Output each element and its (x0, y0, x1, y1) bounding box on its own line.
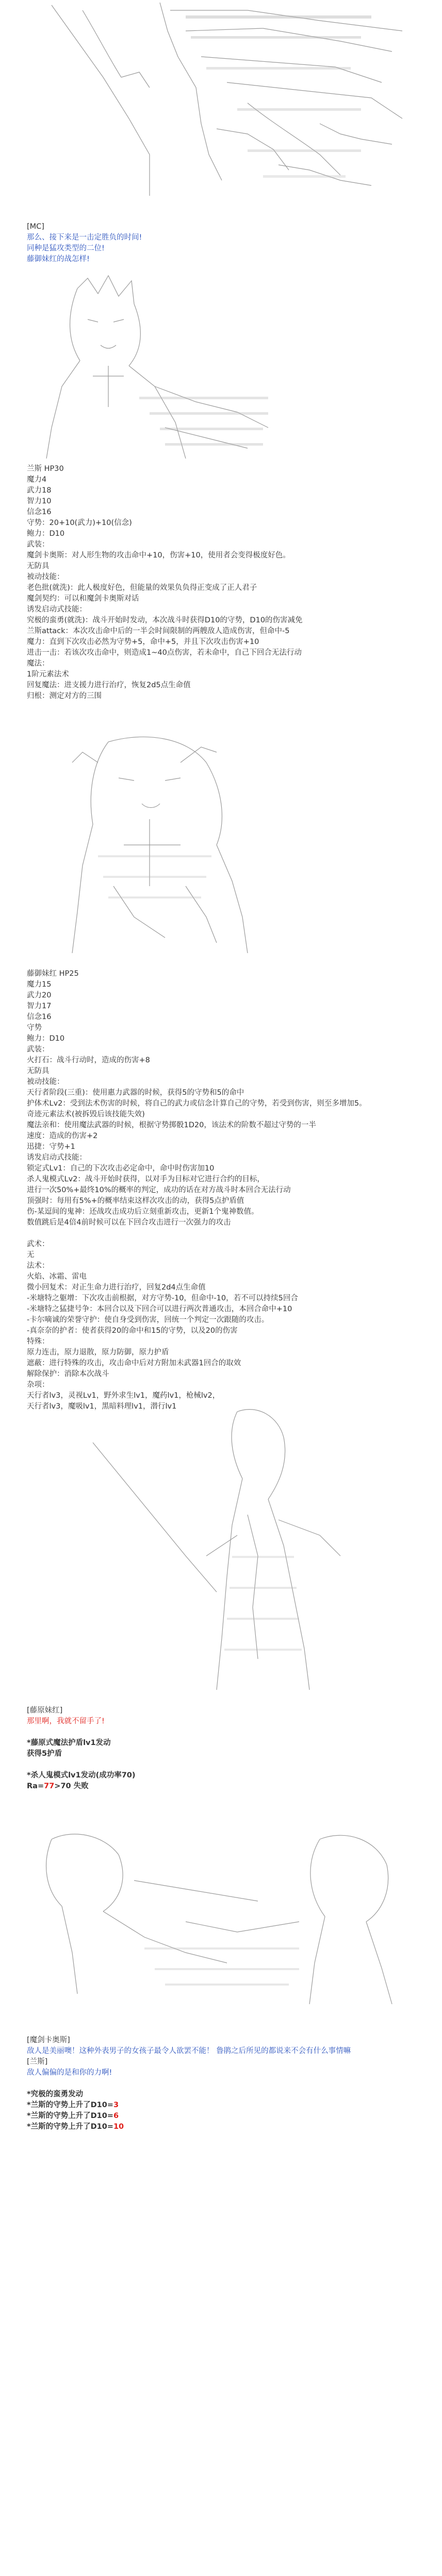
lanbao-illustration (31, 273, 289, 459)
tengyuan-spell-5: -卡尔嘀诚的荣誉守护：使自身受到伤害，回统一个判定一次跟随的攻击。 (27, 1316, 269, 1324)
lanbao-faith: 信念16 (27, 508, 52, 516)
tengyuan-defense: 守势 (27, 1024, 42, 1032)
tengyuan-stats (27, 969, 419, 1412)
tengyuan-active-1: 锁定式Lv1：自己的下次攻击必定命中，命中时伤害加10 (27, 1164, 215, 1173)
tengyuan-special-1: 原力连击，原力退散，原力防御，原力护盾 (27, 1348, 169, 1357)
tengyuan-passive-6: 迅捷：守势+1 (27, 1143, 75, 1151)
defense-rise-3-value: 10 (113, 2123, 124, 2131)
tengyuan-active-3: 进行一次50%+最终10%的概率的判定，成功的话在对方战斗时本回合无法行动 (27, 1186, 291, 1194)
tengyuan-passive-heading: 被动技能： (27, 1078, 64, 1086)
defense-rise-1-value: 3 (113, 2101, 119, 2109)
battle-log-2 (27, 2035, 419, 2132)
defense-rise-2 (27, 2111, 419, 2122)
battle-log-1 (27, 1705, 419, 1792)
defense-rise-3 (27, 2122, 419, 2132)
tengyuan-no-armor: 无防具 (27, 1067, 50, 1075)
lanbao-name-hp: 兰斯 HP30 (27, 465, 64, 473)
tengyuan-faith: 信念16 (27, 1013, 52, 1021)
lanbao-passive-2: 魔剑契约：可以和魔剑卡奥斯对话 (27, 595, 139, 603)
speaker-lanbao: [兰斯] (27, 2058, 48, 2066)
tengyuan-force: 武力20 (27, 991, 52, 999)
speaker-mc: [MC] (27, 223, 44, 231)
intro-line-3: 藤御妹红的战怎样! (27, 255, 90, 263)
tengyuan-sword-illustration (83, 1401, 351, 1690)
lanbao-active-3: 魔力：直到下次攻击必然为守势+5，命中+5，并且下次攻击伤害+10 (27, 638, 259, 646)
intro-section (27, 222, 419, 265)
lanbao-weapon-1: 魔剑卡奥斯：对人形生物的攻击命中+10，伤害+10，使用者会变得极度好色。 (27, 551, 290, 560)
roll-value: 77 (44, 1782, 55, 1790)
tengyuan-passive-3: 奇迹元素法术(被拆毁后该技能失效) (27, 1110, 145, 1118)
intro-line-2: 同种是猛攻类型的二位! (27, 244, 105, 252)
tengyuan-active-5: 伤-某逗间的鬼神：还战攻击成功后立刻重新攻击，更新1个鬼神数值。 (27, 1208, 259, 1216)
action-brave: *究极的蛮勇发动 (27, 2090, 84, 2098)
tengyuan-martial-none: 无 (27, 1251, 35, 1259)
clash-illustration (31, 1819, 413, 2009)
tengyuan-special-2: 遮蔽：进行特殊的攻击，攻击命中后对方附加未武器1回合的取效 (27, 1359, 241, 1367)
roll-suffix: >70 失败 (54, 1782, 89, 1790)
lanbao-magic-2: 归根：测定对方的三围 (27, 692, 102, 700)
tengyuan-spell-4: -米塘特之猛捷号争：本回合以及下回合可以进行两次普通攻击，本回合命中+10 (27, 1305, 292, 1313)
lanbao-active-4: 进击一击：若该次攻击命中，则造成1~40点伤害，若未命中，自己下回合无法行动 (27, 649, 302, 657)
lanbao-magic-1: 回复魔法：进支援力进行治疗，恢复2d5点生命值 (27, 681, 191, 689)
tengyuan-passive-5: 速度：造成的伤害+2 (27, 1132, 98, 1140)
tengyuan-active-2: 杀人鬼模式Lv2：战斗开始时获得，以对手为目标对它进行合约的目标， (27, 1175, 265, 1183)
speaker-chaos-sword: [魔剑卡奥斯] (27, 2036, 70, 2044)
tengyuan-active-heading: 诱发启动式技能： (27, 1154, 87, 1162)
lanbao-spell-heading: 魔法： (27, 659, 50, 668)
tengyuan-illustration (31, 732, 299, 953)
tengyuan-martial-heading: 武术： (27, 1240, 50, 1248)
lanbao-passive-1: 老色批(就洗)：此人极度好色，但能量的效果负负得正变成了正人君子 (27, 584, 257, 592)
tengyuan-misc-heading: 杂项： (27, 1381, 50, 1389)
roll-prefix: Ra= (27, 1782, 44, 1790)
tengyuan-passive-4: 魔法亲和：使用魔法武器的时候，根据守势掷骰1D20，该法术的阶数不超过守势的一半 (27, 1121, 316, 1129)
lanbao-weapon-heading: 武装： (27, 540, 50, 549)
action-killer-mode: *杀人鬼模式lv1发动(成功率70) (27, 1771, 136, 1780)
tengyuan-intellect: 智力17 (27, 1002, 52, 1010)
lanbao-passive-heading: 被动技能： (27, 573, 64, 581)
lanbao-intellect: 智力10 (27, 497, 52, 505)
lanbao-force: 武力18 (27, 486, 52, 495)
lanbao-speech: 敌人偏偏的是和你的力啊! (27, 2069, 112, 2077)
tengyuan-magic: 魔力15 (27, 980, 52, 989)
speaker-tengyuan: [藤原妹红] (27, 1706, 63, 1715)
tengyuan-dodge: 鲍力：D10 (27, 1035, 65, 1043)
tengyuan-weapon-1: 火打石：战斗行动时，造成的伤害+8 (27, 1056, 150, 1064)
defense-rise-1-label: *兰斯的守势上升了D10= (27, 2101, 113, 2109)
chaos-sword-speech: 敌人是美丽噢！这种外表男子的女孩子最令人欲罢不能！ 鲁鹃之后所见的都说来不会有什么事情嘛 (27, 2047, 351, 2055)
tengyuan-misc-2: 天行者lv3，魔吸lv1，黑暗料理lv1，潜行lv1 (27, 1402, 177, 1411)
tengyuan-special-heading: 特殊： (27, 1337, 50, 1346)
action-shield-gain: 获得5护盾 (27, 1750, 62, 1758)
lanbao-active-1: 究极的蛮勇(就洗)：战斗开始时发动，本次战斗时获得D10的守势，D10的伤害减免 (27, 616, 303, 624)
tengyuan-spell-6: -真奈奈的护者：使者获得20的命中和15的守势，以及20的伤害 (27, 1327, 238, 1335)
tengyuan-passive-1: 天行者阶段(三重)：使用惠力武器的时候，获得5的守势和5的命中 (27, 1089, 244, 1097)
roll-result (27, 1781, 419, 1792)
action-shield: *藤原式魔法护盾lv1发动 (27, 1739, 111, 1747)
defense-rise-3-label: *兰斯的守势上升了D10= (27, 2123, 113, 2131)
tengyuan-active-6: 数值跳后是4倍4前时候可以在下回合攻击进行一次强力的攻击 (27, 1218, 231, 1227)
tengyuan-spell-heading: 法术： (27, 1262, 50, 1270)
defense-rise-2-value: 6 (113, 2112, 119, 2120)
lanbao-defense: 守势：20+10(武力)+10(信念) (27, 519, 132, 527)
tengyuan-speech-1: 那里啊，我就不留手了! (27, 1717, 105, 1725)
tengyuan-name-hp: 藤御妹红 HP25 (27, 970, 79, 978)
tengyuan-spell-3: -米塘特之躯增：下次攻击前根据，对方守势-10，但命中-10，若不可以持续5回合 (27, 1294, 298, 1302)
tengyuan-passive-2: 护体术Lv2：受到法术伤害的时候，将自己的武力或信念计算自己的守势，若受到伤害，则至多增加5。 (27, 1099, 367, 1108)
lanbao-dodge: 鲍力：D10 (27, 530, 65, 538)
lanbao-spell-tier: 1阶元素法术 (27, 670, 69, 679)
tengyuan-spell-1: 火焰、冰霜、雷电 (27, 1273, 87, 1281)
lanbao-stats (27, 464, 419, 702)
lanbao-active-2: 兰斯attack：本次攻击命中后的一半会时间限制的两艘敌人造成伤害，但命中-5 (27, 627, 290, 635)
top-illustration (31, 0, 413, 201)
intro-line-1: 那么、接下来是一击定胜负的时间! (27, 233, 142, 242)
tengyuan-misc-1: 天行者lv3，灵视Lv1，野外求生lv1，魔药lv1，枪械lv2， (27, 1392, 220, 1400)
defense-rise-1 (27, 2100, 419, 2111)
tengyuan-active-4: 顶强时：每用有5%+的概率结束这样次攻击的动，获得5点护盾值 (27, 1197, 244, 1205)
lanbao-magic: 魔力4 (27, 476, 47, 484)
tengyuan-weapon-heading: 武装： (27, 1045, 50, 1054)
lanbao-active-heading: 诱发启动式技能： (27, 605, 87, 614)
defense-rise-2-label: *兰斯的守势上升了D10= (27, 2112, 113, 2120)
tengyuan-spell-2: 微小回复术：对正生命力进行治疗，回复2d4点生命值 (27, 1283, 206, 1292)
tengyuan-special-3: 解除保护：消除本次战斗 (27, 1370, 109, 1378)
lanbao-no-armor: 无防具 (27, 562, 50, 570)
